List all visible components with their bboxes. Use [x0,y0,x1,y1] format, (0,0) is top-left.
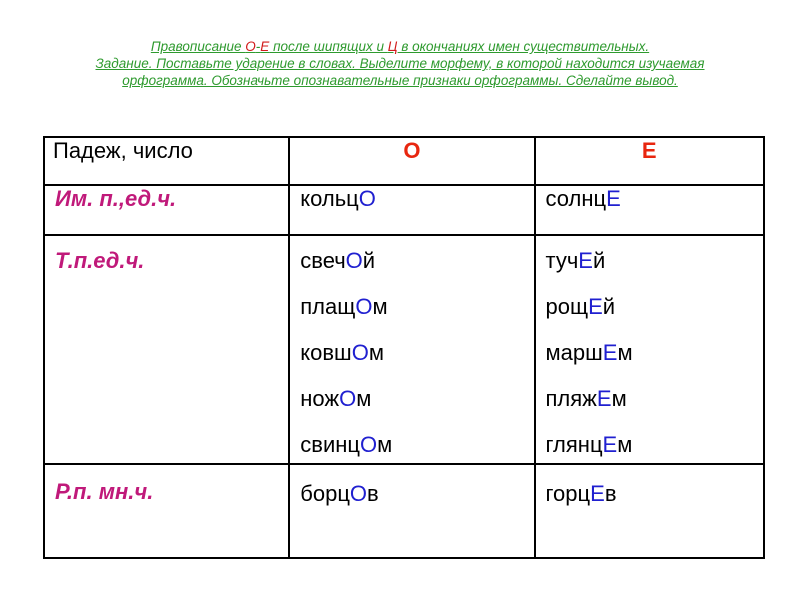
table-row [44,235,764,464]
word-end: м [617,432,633,457]
word-end: м [356,386,372,411]
word-stem: ковш [300,340,352,365]
ending-vowel: Е [602,432,618,457]
word-end: м [611,386,627,411]
heading-task-text: Задание. Поставьте ударение в словах. Выделите морфему, в которой находится изучаемая орфограмма. Обозначьте опознавательные признаки орфограммы. Сделайте вывод. [95,56,705,88]
heading-letter-e: Е [260,39,270,54]
e-words-cell [535,235,765,464]
spelling-table [43,136,765,559]
word-end: м [377,432,393,457]
word-end: й [602,294,616,319]
header-case-number: Падеж, число [44,137,289,185]
word-stem: солнц [545,186,607,211]
case-label: Т.п.ед.ч. [44,235,289,464]
ending-vowel: О [349,481,368,506]
word-item [546,481,754,507]
word-stem: марш [545,340,603,365]
word-item [546,387,754,411]
word-item [546,295,754,319]
table-header-row [44,137,764,185]
word-item [546,186,754,212]
word-stem: борц [300,481,350,506]
case-label: Им. п.,ед.ч. [44,185,289,235]
e-words-cell [535,464,765,558]
word-item [546,341,754,365]
word-stem: свеч [300,248,346,273]
word-stem: горц [545,481,591,506]
word-item [300,481,523,507]
word-item [546,249,754,273]
ending-vowel: Е [602,340,618,365]
ending-vowel: О [351,340,369,365]
word-stem: плащ [300,294,356,319]
word-stem: пляж [545,386,597,411]
o-words-cell [289,464,534,558]
word-item [300,387,523,411]
ending-vowel: О [345,248,363,273]
word-stem: глянц [545,432,603,457]
word-end: й [362,248,376,273]
ending-vowel: О [355,294,373,319]
heading-text-1: Правописание [150,39,246,54]
heading-letter-o: О [245,39,256,54]
ending-vowel: Е [588,294,603,319]
ending-vowel: Е [578,248,593,273]
ending-vowel: О [358,186,376,211]
word-item [300,341,523,365]
word-item [300,249,523,273]
ending-vowel: О [339,386,357,411]
word-stem: рощ [545,294,589,319]
word-stem: нож [300,386,340,411]
ending-vowel: Е [606,186,621,211]
e-words-cell [535,185,765,235]
heading-text-3: в окончаниях имен существительных. [397,39,650,54]
word-item [300,186,523,212]
heading-letter-ts: Ц [387,39,398,54]
ending-vowel: Е [590,481,605,506]
ending-vowel: О [359,432,378,457]
ending-vowel: Е [596,386,612,411]
word-end: в [604,481,617,506]
word-stem: туч [545,248,579,273]
heading-text-2: после шипящих и [269,39,388,54]
word-stem: кольц [300,186,359,211]
table-row [44,185,764,235]
word-end: м [368,340,384,365]
header-letter-e: Е [535,137,765,185]
word-item [546,433,754,457]
word-end: й [592,248,606,273]
word-end: м [372,294,388,319]
heading-dash: - [255,39,261,54]
word-end: м [617,340,633,365]
o-words-cell [289,235,534,464]
header-letter-o: О [289,137,534,185]
word-item [300,295,523,319]
case-label: Р.п. мн.ч. [44,464,289,558]
word-stem: свинц [300,432,360,457]
word-end: в [367,481,379,506]
word-item [300,433,523,457]
o-words-cell [289,185,534,235]
task-heading [60,38,740,89]
table-row [44,464,764,558]
